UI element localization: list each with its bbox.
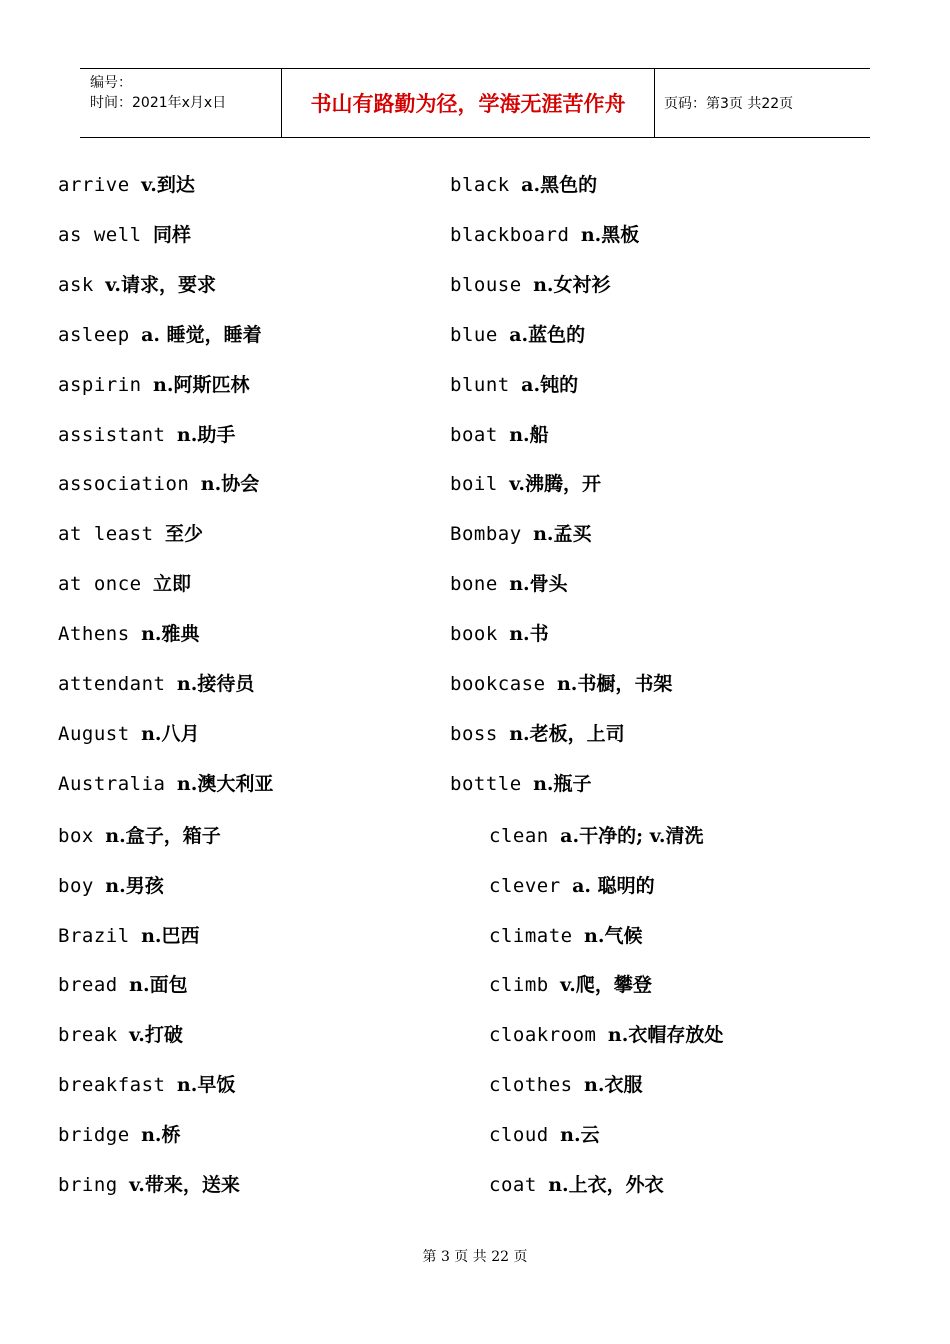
header-page-info: 页码：第3页 共22页 xyxy=(664,96,794,112)
vocab-word: Bombay xyxy=(450,523,522,546)
vocab-definition: v.请求，要求 xyxy=(105,273,217,296)
vocab-word: arrive xyxy=(58,174,130,196)
vocab-entry xyxy=(58,721,200,747)
header-motto: 书山有路勤为径，学海无涯苦作舟 xyxy=(310,92,626,116)
vocab-definition: n.接待员 xyxy=(176,673,255,695)
vocab-word: bookcase xyxy=(450,673,546,695)
vocab-word: bottle xyxy=(450,772,522,795)
vocab-definition: n.澳大利亚 xyxy=(176,772,274,795)
vocab-word: assistant xyxy=(58,423,166,446)
vocab-definition: n.八月 xyxy=(141,722,200,745)
vocab-word: blackboard xyxy=(450,223,570,246)
vocab-entry xyxy=(450,771,592,797)
vocab-word: break xyxy=(58,1024,118,1047)
vocab-entry xyxy=(58,671,254,697)
vocab-definition: n.骨头 xyxy=(509,573,568,596)
vocab-word: boy xyxy=(58,874,94,897)
vocab-word: cloakroom xyxy=(489,1024,597,1047)
vocab-definition: n.老板，上司 xyxy=(509,722,625,745)
vocab-entry xyxy=(58,972,188,998)
vocab-word: Australia xyxy=(58,772,166,795)
vocab-word: clever xyxy=(489,874,561,897)
vocab-entry xyxy=(58,322,262,348)
vocab-definition: n.上衣，外衣 xyxy=(548,1174,664,1196)
vocab-entry xyxy=(489,923,642,949)
vocab-entry xyxy=(58,873,164,899)
vocab-entry xyxy=(58,272,216,298)
vocab-entry xyxy=(489,972,652,998)
vocab-entry xyxy=(58,422,235,448)
vocab-definition: v.沸腾，开 xyxy=(509,473,601,496)
vocab-word: bring xyxy=(58,1174,118,1196)
vocab-word: asleep xyxy=(58,323,130,346)
vocab-definition: n.面包 xyxy=(129,974,188,997)
page-footer: 第 3 页 共 22 页 xyxy=(422,1249,528,1265)
vocab-word: clothes xyxy=(489,1074,573,1097)
vocab-definition: n.协会 xyxy=(200,473,260,496)
vocab-entry xyxy=(58,172,195,198)
vocab-word: ask xyxy=(58,273,94,296)
vocab-definition: n.巴西 xyxy=(141,924,200,947)
vocab-word: bread xyxy=(58,974,118,997)
vocab-definition: 至少 xyxy=(164,523,203,546)
vocab-word: box xyxy=(58,824,94,847)
vocab-word: cloud xyxy=(489,1124,549,1147)
vocab-definition: n.早饭 xyxy=(176,1074,236,1097)
vocab-definition: n.孟买 xyxy=(533,523,592,546)
vocab-entry xyxy=(450,172,597,198)
vocab-word: climb xyxy=(489,974,549,997)
header-meta xyxy=(90,73,226,113)
vocab-entry xyxy=(450,372,578,398)
vocab-entry xyxy=(489,823,703,849)
vocab-entry xyxy=(450,671,672,697)
vocab-definition: v.带来，送来 xyxy=(129,1174,240,1196)
vocab-entry xyxy=(489,873,655,899)
vocab-definition: a.蓝色的 xyxy=(509,323,586,346)
vocab-word: Athens xyxy=(58,623,130,646)
vocab-definition: n.桥 xyxy=(141,1124,181,1147)
vocab-definition: n.助手 xyxy=(176,423,236,446)
vocab-definition: n.盒子，箱子 xyxy=(105,824,221,847)
vocab-definition: v.爬，攀登 xyxy=(560,974,652,997)
vocab-word: blunt xyxy=(450,373,510,396)
vocab-definition: n.雅典 xyxy=(141,623,200,646)
vocab-word: Brazil xyxy=(58,924,130,947)
vocab-entry xyxy=(58,621,200,647)
vocab-definition: 立即 xyxy=(153,573,192,596)
vocab-definition: n.瓶子 xyxy=(533,772,592,795)
vocab-definition: v.到达 xyxy=(141,174,195,196)
vocab-definition: a.黑色的 xyxy=(521,174,598,196)
vocab-entry xyxy=(58,521,203,547)
serial-label: 编号： xyxy=(90,75,132,91)
vocab-word: clean xyxy=(489,824,549,847)
vocab-word: as well xyxy=(58,223,142,246)
date-label: 时间：2021年x月x日 xyxy=(90,95,227,111)
vocab-definition: a. 聪明的 xyxy=(572,874,655,897)
page-header xyxy=(80,68,870,138)
vocab-word: climate xyxy=(489,924,573,947)
vocab-word: August xyxy=(58,722,130,745)
vocab-definition: n.云 xyxy=(560,1124,600,1147)
vocab-definition: 同样 xyxy=(153,223,192,246)
vocab-entry xyxy=(58,823,221,849)
vocab-word: boss xyxy=(450,722,498,745)
vocab-entry xyxy=(489,1022,723,1048)
vocab-definition: n.阿斯匹林 xyxy=(153,373,250,396)
vocab-definition: n.船 xyxy=(509,423,549,446)
vocab-entry xyxy=(450,322,585,348)
vocab-entry xyxy=(58,1072,235,1098)
vocab-entry xyxy=(450,571,568,597)
vocab-entry xyxy=(450,721,625,747)
vocab-entry xyxy=(58,923,200,949)
vocab-definition: n.衣服 xyxy=(584,1074,643,1097)
vocab-definition: n.黑板 xyxy=(580,223,640,246)
vocab-word: blouse xyxy=(450,273,522,296)
vocab-entry xyxy=(450,222,639,248)
vocab-entry xyxy=(450,521,592,547)
vocab-word: boat xyxy=(450,423,498,446)
vocab-word: association xyxy=(58,473,190,496)
vocab-entry xyxy=(58,471,259,497)
vocab-entry xyxy=(58,771,273,797)
vocab-entry xyxy=(450,272,611,298)
vocab-word: attendant xyxy=(58,673,166,695)
vocab-word: at once xyxy=(58,573,142,596)
vocab-definition: a. 睡觉，睡着 xyxy=(141,323,262,346)
vocab-word: aspirin xyxy=(58,373,142,396)
vocab-word: at least xyxy=(58,523,154,546)
vocab-word: black xyxy=(450,174,510,196)
vocab-entry xyxy=(489,1172,664,1198)
vocab-word: blue xyxy=(450,323,498,346)
vocab-entry xyxy=(450,621,549,647)
vocab-word: boil xyxy=(450,473,498,496)
vocab-word: bone xyxy=(450,573,498,596)
vocab-word: bridge xyxy=(58,1124,130,1147)
vocab-definition: a.钝的 xyxy=(521,373,579,396)
vocab-definition: n.男孩 xyxy=(105,874,164,897)
vocab-definition: n.书 xyxy=(509,623,549,646)
vocab-definition: n.女衬衫 xyxy=(533,273,611,296)
vocab-entry xyxy=(58,1122,181,1148)
vocab-entry xyxy=(450,471,601,497)
vocab-word: breakfast xyxy=(58,1074,166,1097)
vocab-word: book xyxy=(450,623,498,646)
vocab-word: coat xyxy=(489,1174,537,1196)
vocab-entry xyxy=(58,372,249,398)
vocab-definition: n.衣帽存放处 xyxy=(607,1024,724,1047)
vocab-entry xyxy=(489,1122,600,1148)
vocab-entry xyxy=(58,1022,183,1048)
header-divider xyxy=(654,69,655,137)
vocab-entry xyxy=(58,1172,240,1198)
vocab-definition: n.书橱，书架 xyxy=(556,673,673,695)
vocab-entry xyxy=(58,571,191,597)
vocab-definition: n.气候 xyxy=(584,924,643,947)
vocab-definition: v.打破 xyxy=(129,1024,183,1047)
vocab-definition: a.干净的; v.清洗 xyxy=(560,824,704,847)
vocab-entry xyxy=(58,222,191,248)
vocab-entry xyxy=(450,422,549,448)
vocab-entry xyxy=(489,1072,642,1098)
